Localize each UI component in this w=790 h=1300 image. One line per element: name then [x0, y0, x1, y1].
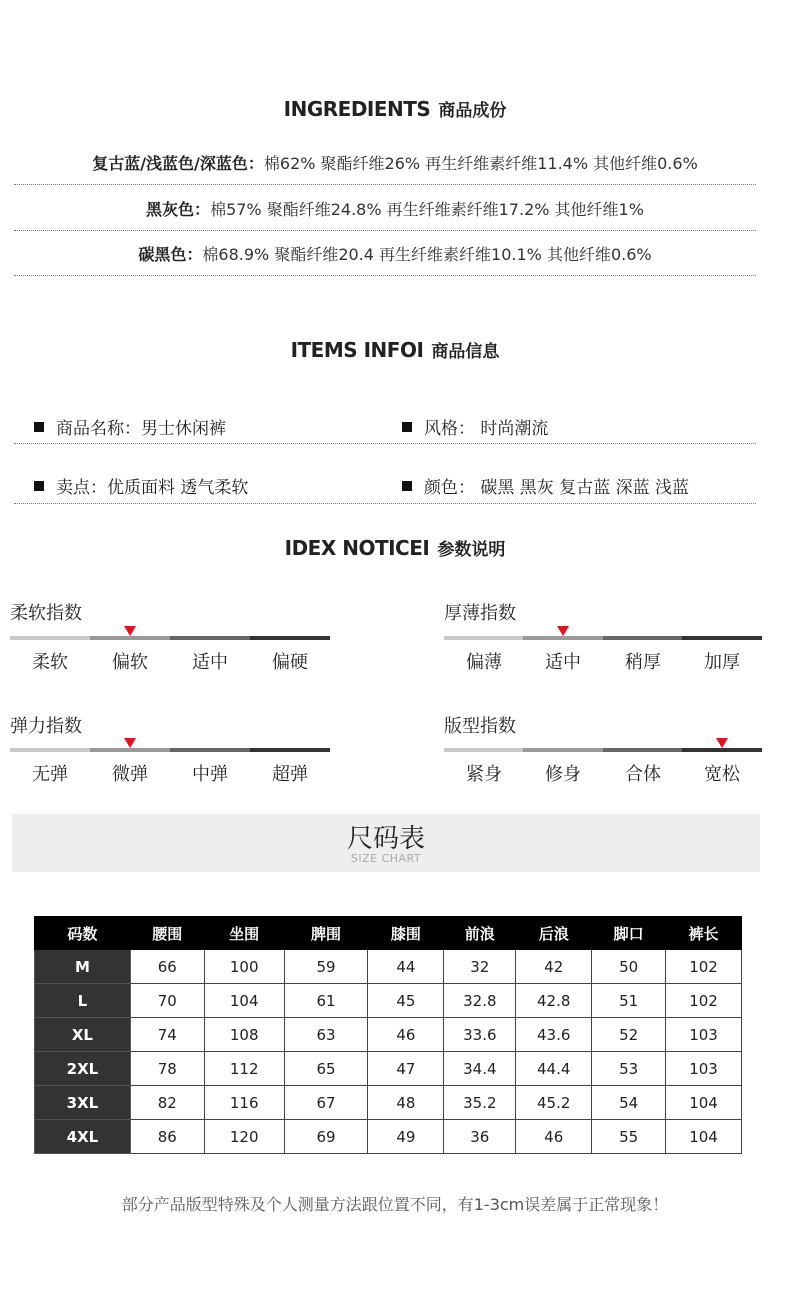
scale-segment: [523, 636, 603, 640]
table-cell: 49: [368, 1120, 444, 1154]
scale-segment: [170, 748, 250, 752]
table-cell: 52: [592, 1018, 666, 1052]
scale-option: 修身: [545, 764, 581, 785]
table-cell: 103: [666, 1018, 742, 1052]
dotted-divider: [14, 275, 756, 276]
table-cell: 42.8: [516, 984, 592, 1018]
scale-segment: [682, 636, 762, 640]
size-table-header: 前浪: [444, 917, 516, 950]
ingredient-row: [0, 151, 790, 174]
size-table-header: 裤长: [666, 917, 742, 950]
ingredients-title: [0, 96, 790, 121]
info-item-text: 颜色： 碳黑 黑灰 复古蓝 深蓝 浅蓝: [424, 478, 690, 498]
scale-segment: [444, 636, 524, 640]
table-cell: 65: [284, 1052, 368, 1086]
table-cell: 67: [284, 1086, 368, 1120]
table-cell: 36: [444, 1120, 516, 1154]
bullet-square-icon: [34, 422, 44, 432]
size-chart-title-en: SIZE CHART: [350, 852, 422, 865]
bullet-square-icon: [402, 422, 412, 432]
info-item-text: 风格： 时尚潮流: [424, 419, 549, 439]
table-cell: 34.4: [444, 1052, 516, 1086]
dotted-divider: [14, 503, 756, 504]
dotted-divider: [14, 230, 756, 231]
table-cell: 70: [130, 984, 204, 1018]
scale-segment: [523, 748, 603, 752]
softness-index-label: 柔软指数: [10, 603, 82, 624]
table-cell: 104: [204, 984, 284, 1018]
index-notice-title: [0, 535, 790, 560]
size-label-cell: L: [35, 984, 131, 1018]
table-cell: 59: [284, 950, 368, 984]
elasticity-index-label: 弹力指数: [10, 716, 82, 737]
table-cell: 35.2: [444, 1086, 516, 1120]
table-cell: 51: [592, 984, 666, 1018]
table-cell: 63: [284, 1018, 368, 1052]
selected-marker-icon: [124, 738, 136, 748]
table-cell: 43.6: [516, 1018, 592, 1052]
table-cell: 45: [368, 984, 444, 1018]
table-cell: 74: [130, 1018, 204, 1052]
index-notice-title-zh: 参数说明: [437, 540, 506, 560]
ingredient-color-label: 黑灰色：: [146, 200, 211, 219]
items-info-title: [0, 337, 790, 362]
size-chart-title-zh: 尺码表: [346, 824, 425, 854]
dotted-divider: [14, 184, 756, 185]
table-cell: 33.6: [444, 1018, 516, 1052]
table-cell: 44.4: [516, 1052, 592, 1086]
ingredients-title-zh: 商品成份: [438, 101, 507, 121]
ingredient-row: [0, 197, 790, 220]
table-row: [35, 1052, 742, 1086]
table-cell: 47: [368, 1052, 444, 1086]
scale-option: 稍厚: [625, 652, 661, 673]
selected-marker-icon: [716, 738, 728, 748]
ingredients-title-en: INGREDIENTS: [283, 97, 431, 121]
size-table: [34, 916, 742, 1154]
table-row: [35, 950, 742, 984]
ingredient-composition: 棉57% 聚酯纤维24.8% 再生纤维素纤维17.2% 其他纤维1%: [210, 200, 644, 219]
table-cell: 48: [368, 1086, 444, 1120]
table-cell: 102: [666, 950, 742, 984]
scale-option: 中弹: [192, 764, 228, 785]
scale-option: 偏薄: [466, 652, 502, 673]
size-table-header: 脾围: [284, 917, 368, 950]
size-label-cell: M: [35, 950, 131, 984]
scale-segment: [250, 748, 330, 752]
size-table-header: 脚口: [592, 917, 666, 950]
size-label-cell: 4XL: [35, 1120, 131, 1154]
size-label-cell: 3XL: [35, 1086, 131, 1120]
scale-option: 适中: [545, 652, 581, 673]
scale-option: 紧身: [466, 764, 502, 785]
size-table-header: 坐围: [204, 917, 284, 950]
thickness-index-label: 厚薄指数: [444, 603, 516, 624]
size-label-cell: XL: [35, 1018, 131, 1052]
ingredient-color-label: 复古蓝/浅蓝色/深蓝色：: [92, 154, 264, 173]
scale-segment: [170, 636, 250, 640]
table-cell: 44: [368, 950, 444, 984]
table-row: [35, 984, 742, 1018]
scale-segment: [603, 636, 683, 640]
info-item-selling-point: [34, 473, 248, 498]
table-cell: 104: [666, 1086, 742, 1120]
table-cell: 32.8: [444, 984, 516, 1018]
bullet-square-icon: [34, 481, 44, 491]
scale-option: 适中: [192, 652, 228, 673]
thickness-index-scale: [444, 636, 762, 673]
table-cell: 46: [516, 1120, 592, 1154]
scale-segment: [682, 748, 762, 752]
info-item-text: 卖点：优质面料 透气柔软: [56, 478, 249, 498]
size-table-header-row: [35, 917, 742, 950]
softness-index-scale: [10, 636, 330, 673]
ingredient-composition: 棉62% 聚酯纤维26% 再生纤维素纤维11.4% 其他纤维0.6%: [263, 154, 698, 173]
table-cell: 112: [204, 1052, 284, 1086]
scale-segment: [444, 748, 524, 752]
table-cell: 100: [204, 950, 284, 984]
scale-option: 偏硬: [272, 652, 308, 673]
scale-option: 宽松: [704, 764, 740, 785]
table-cell: 45.2: [516, 1086, 592, 1120]
table-cell: 86: [130, 1120, 204, 1154]
selected-marker-icon: [124, 626, 136, 636]
table-cell: 69: [284, 1120, 368, 1154]
scale-option: 无弹: [32, 764, 68, 785]
table-cell: 102: [666, 984, 742, 1018]
elasticity-index-scale: [10, 748, 330, 785]
scale-option: 柔软: [32, 652, 68, 673]
scale-option: 合体: [625, 764, 661, 785]
scale-segment: [10, 636, 90, 640]
table-cell: 61: [284, 984, 368, 1018]
table-cell: 42: [516, 950, 592, 984]
scale-option: 偏软: [112, 652, 148, 673]
fit-index-scale: [444, 748, 762, 785]
info-item-colors: [402, 473, 689, 498]
scale-option: 微弹: [112, 764, 148, 785]
table-cell: 32: [444, 950, 516, 984]
info-item-text: 商品名称：男士休闲裤: [56, 419, 226, 439]
ingredient-row: [0, 242, 790, 265]
table-cell: 78: [130, 1052, 204, 1086]
items-info-title-en: ITEMS INFOI: [290, 338, 424, 362]
size-note: 部分产品版型特殊及个人测量方法跟位置不同，有1-3cm误差属于正常现象！: [121, 1195, 669, 1214]
fit-index-label: 版型指数: [444, 716, 516, 737]
scale-segment: [603, 748, 683, 752]
table-cell: 50: [592, 950, 666, 984]
table-cell: 66: [130, 950, 204, 984]
table-cell: 54: [592, 1086, 666, 1120]
size-table-header: 膝围: [368, 917, 444, 950]
table-row: [35, 1120, 742, 1154]
size-label-cell: 2XL: [35, 1052, 131, 1086]
table-cell: 82: [130, 1086, 204, 1120]
scale-option: 加厚: [704, 652, 740, 673]
size-chart-header: [12, 814, 760, 872]
info-item-style: [402, 414, 548, 439]
ingredient-color-label: 碳黑色：: [138, 245, 203, 264]
scale-segment: [90, 636, 170, 640]
table-row: [35, 1086, 742, 1120]
size-table-header: 后浪: [516, 917, 592, 950]
table-cell: 53: [592, 1052, 666, 1086]
selected-marker-icon: [557, 626, 569, 636]
table-row: [35, 1018, 742, 1052]
table-cell: 120: [204, 1120, 284, 1154]
scale-option: 超弹: [272, 764, 308, 785]
table-cell: 46: [368, 1018, 444, 1052]
scale-segment: [10, 748, 90, 752]
size-table-header: 码数: [35, 917, 131, 950]
items-info-title-zh: 商品信息: [431, 342, 500, 362]
index-notice-title-en: IDEX NOTICEI: [284, 536, 430, 560]
bullet-square-icon: [402, 481, 412, 491]
table-cell: 55: [592, 1120, 666, 1154]
dotted-divider: [14, 443, 756, 444]
info-item-name: [34, 414, 226, 439]
table-cell: 116: [204, 1086, 284, 1120]
table-cell: 108: [204, 1018, 284, 1052]
ingredient-composition: 棉68.9% 聚酯纤维20.4 再生纤维素纤维10.1% 其他纤维0.6%: [202, 245, 652, 264]
scale-segment: [250, 636, 330, 640]
size-table-header: 腰围: [130, 917, 204, 950]
scale-segment: [90, 748, 170, 752]
table-cell: 104: [666, 1120, 742, 1154]
table-cell: 103: [666, 1052, 742, 1086]
